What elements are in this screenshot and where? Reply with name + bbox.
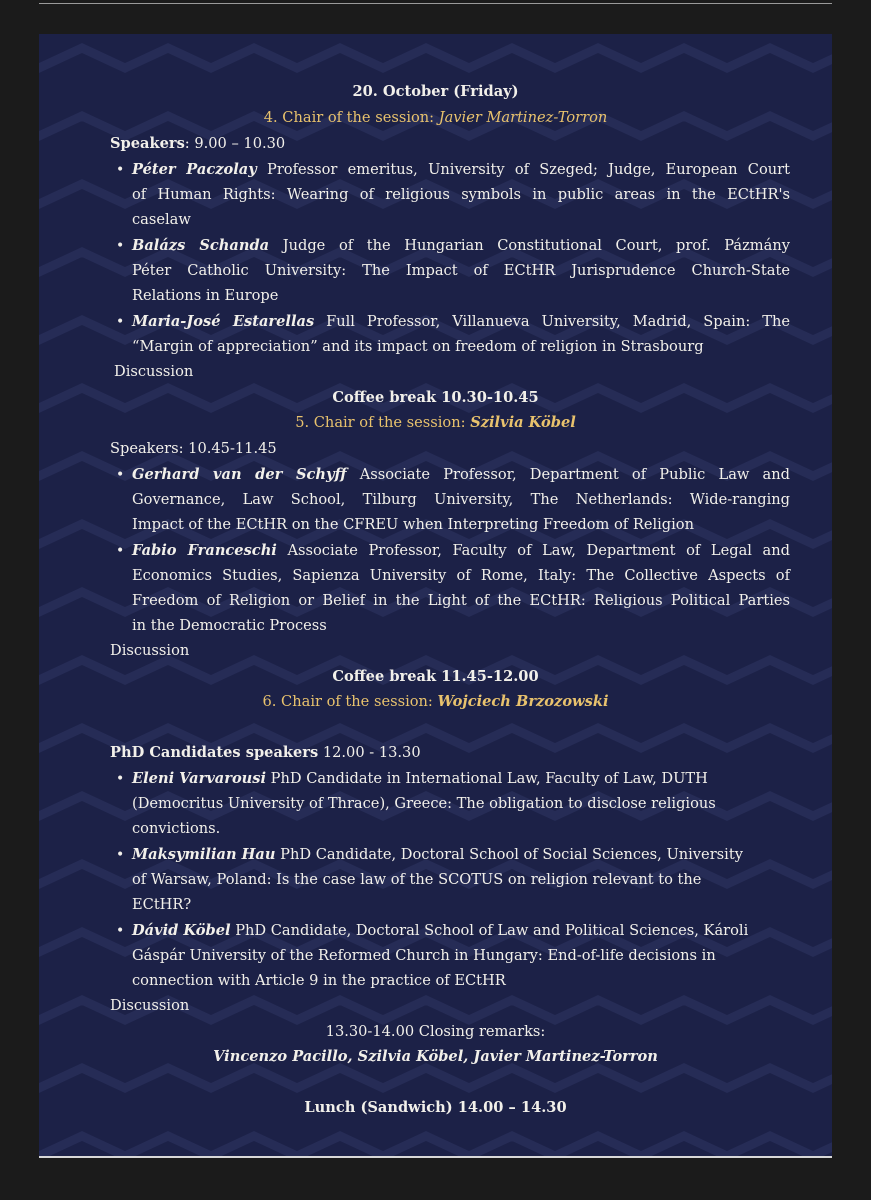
talk-text: Professor emeritus, University of Szeged; Judge, European Court [256,161,790,178]
talk-text: Associate Professor, Department of Public Law and [346,466,790,483]
speaker-name: Eleni Varvarousi [132,770,267,787]
talk-estarellas-line2: “Margin of appreciation” and its impact on freedom of religion in Strasbourg [132,338,704,355]
speaker-name: Gerhard van der Schyff [132,466,347,483]
talk-kobel-line1 [132,921,748,941]
session4-chair [39,108,832,128]
talk-text: Full Professor, Villanueva University, Madrid, Spain: The [314,313,790,330]
bullet-icon: • [116,238,125,254]
coffee-break-1: Coffee break 10.30-10.45 [332,389,539,406]
program-page [39,34,832,1156]
talk-estarellas-line1 [132,312,790,332]
speaker-name: Maria-José Estarellas [132,313,315,330]
talk-varvarousi-line3: convictions. [132,820,221,837]
lunch: Lunch (Sandwich) 14.00 – 14.30 [304,1099,567,1116]
closing-speakers: Vincenzo Pacillo, Szilvia Köbel, Javier Martinez-Torron [213,1048,658,1065]
talk-text: PhD Candidate in International Law, Faculty of Law, DUTH [266,770,708,787]
talk-franceschi-line1 [132,541,790,561]
bullet-icon: • [116,543,125,559]
program-content [39,34,832,1156]
session6-speakers-label: PhD Candidates speakers [110,744,319,761]
session6-discussion: Discussion [110,997,190,1014]
speaker-name: Maksymilian Hau [132,846,276,863]
session4-speakers [110,134,285,154]
talk-hau-line3: ECtHR? [132,896,192,913]
session5-chair-name: Szilvia Köbel [470,414,576,431]
talk-text: Judge of the Hungarian Constitutional Court, prof. Pázmány [269,237,790,254]
talk-paczolay-line2: of Human Rights: Wearing of religious symbols in public areas in the ECtHR's [132,186,790,203]
bullet-icon: • [116,847,125,863]
speaker-name: Dávid Köbel [132,922,231,939]
speaker-name: Péter Paczolay [132,161,257,178]
talk-text: PhD Candidate, Doctoral School of Law and Political Sciences, Károli [230,922,749,939]
bullet-icon: • [116,314,125,330]
talk-text: PhD Candidate, Doctoral School of Social Sciences, University [275,846,743,863]
session4-chair-prefix: 4. Chair of the session: [263,109,439,126]
talk-schyff-line1 [132,465,790,485]
coffee-break-2: Coffee break 11.45-12.00 [332,668,539,685]
speaker-name: Balázs Schanda [132,237,270,254]
bullet-icon: • [116,923,125,939]
bullet-icon: • [116,771,125,787]
session6-speakers-time: 12.00 - 13.30 [318,744,421,761]
session5-discussion: Discussion [110,642,190,659]
session4-speakers-label: Speakers [110,135,185,152]
bottom-divider [39,1156,832,1158]
session4-chair-name: Javier Martinez-Torron [438,109,608,126]
session6-chair-prefix: 6. Chair of the session: [262,693,438,710]
session6-chair-name: Wojciech Brzozowski [437,693,609,710]
talk-schyff-line3: Impact of the ECtHR on the CFREU when Interpreting Freedom of Religion [132,516,694,533]
session5-speakers: Speakers: 10.45-11.45 [110,440,277,457]
session6-chair [39,692,832,712]
talk-paczolay-line1 [132,160,790,180]
talk-franceschi-line3: Freedom of Religion or Belief in the Light of the ECtHR: Religious Political Parties [132,592,790,609]
talk-hau-line1 [132,845,743,865]
talk-franceschi-line2: Economics Studies, Sapienza University of Rome, Italy: The Collective Aspects of [132,567,790,584]
session5-chair [39,413,832,433]
talk-schanda-line1 [132,236,790,256]
top-dark-bar [0,0,871,30]
talk-kobel-line2: Gáspár University of the Reformed Church in Hungary: End-of-life decisions in [132,947,716,964]
bullet-icon: • [116,467,125,483]
talk-schyff-line2: Governance, Law School, Tilburg University, The Netherlands: Wide-ranging [132,491,790,508]
speaker-name: Fabio Franceschi [132,542,277,559]
talk-paczolay-line3: caselaw [132,211,191,228]
talk-varvarousi-line2: (Democritus University of Thrace), Greece: The obligation to disclose religious [132,795,716,812]
talk-schanda-line3: Relations in Europe [132,287,279,304]
talk-text: Associate Professor, Faculty of Law, Department of Legal and [276,542,790,559]
session4-speakers-time: : 9.00 – 10.30 [184,135,286,152]
talk-kobel-line3: connection with Article 9 in the practice of ECtHR [132,972,506,989]
talk-franceschi-line4: in the Democratic Process [132,617,327,634]
day-heading: 20. October (Friday) [352,83,519,100]
bullet-icon: • [116,162,125,178]
talk-schanda-line2: Péter Catholic University: The Impact of ECtHR Jurisprudence Church-State [132,262,790,279]
talk-varvarousi-line1 [132,769,708,789]
session6-speakers [110,743,421,763]
closing-remarks: 13.30-14.00 Closing remarks: [325,1023,546,1040]
talk-hau-line2: of Warsaw, Poland: Is the case law of the SCOTUS on religion relevant to the [132,871,702,888]
session5-chair-prefix: 5. Chair of the session: [295,414,471,431]
session4-discussion: Discussion [114,363,194,380]
top-divider [39,3,832,4]
